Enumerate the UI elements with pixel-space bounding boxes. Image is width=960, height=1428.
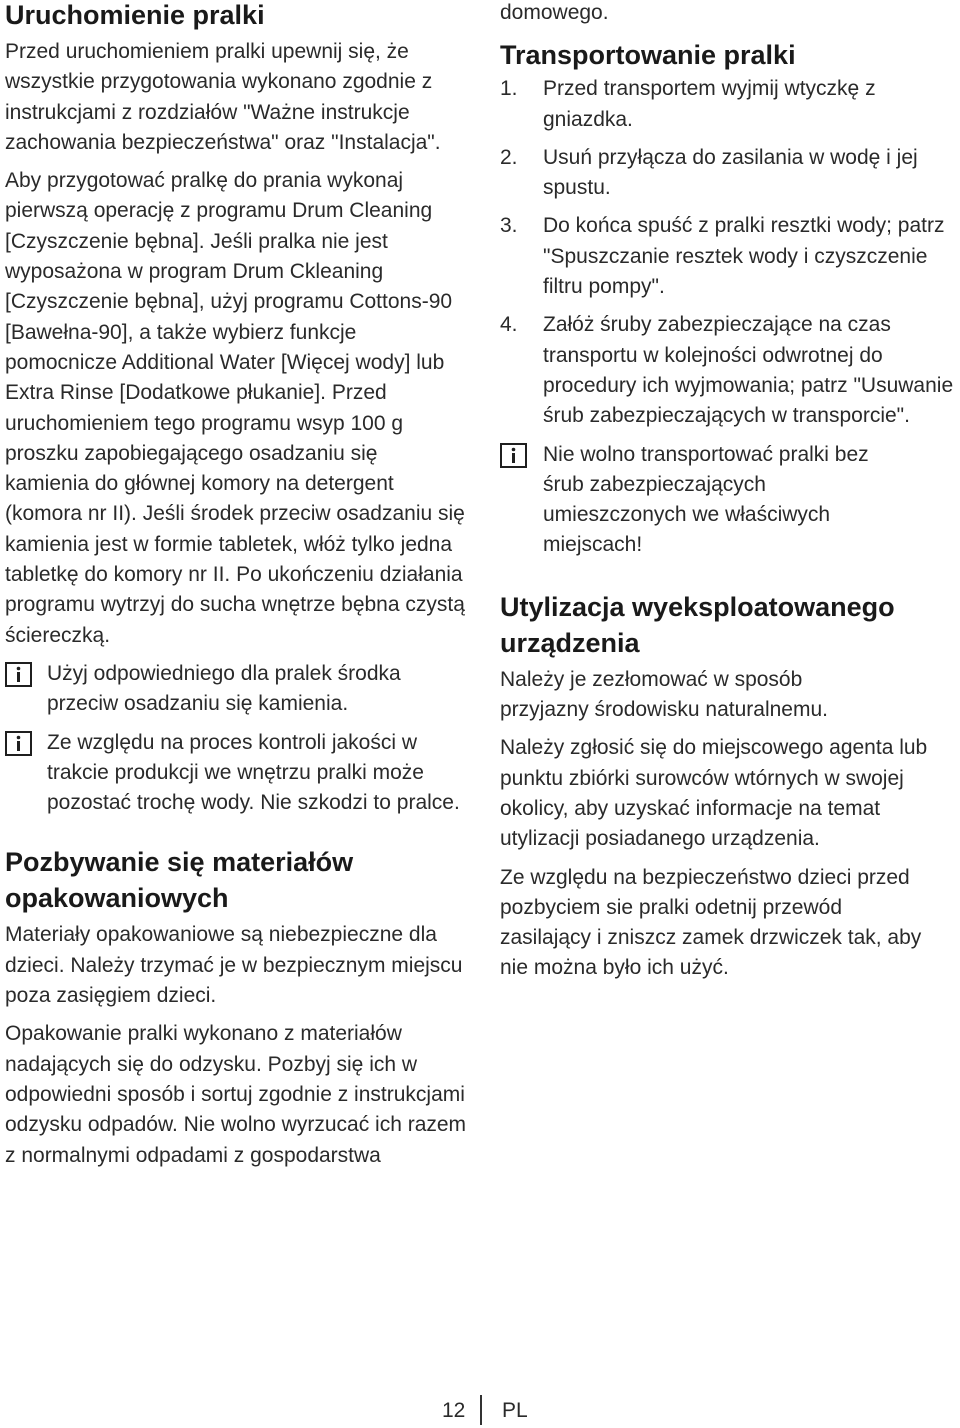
transport-steps-list xyxy=(500,74,956,431)
right-column xyxy=(500,0,956,984)
heading-uruchomienie: Uruchomienie pralki xyxy=(5,0,265,30)
footer-divider xyxy=(480,1395,482,1425)
info-icon xyxy=(5,662,32,687)
list-item: 2. Usuń przyłącza do zasilania w wodę i jej spustu. xyxy=(500,145,918,200)
paragraph-drum-cleaning: Aby przygotować pralkę do prania wykonaj pierwszą operację z programu Drum Cleaning [Czyszczenie bębna]. Jeśli pralka nie jest wyposażona w program Drum Ckleaning [Czyszczenie bębna], użyj programu Cottons-90 [Bawełna-90], a także wybierz funkcje pomocnicze Additional Water [Więcej wody] lub Extra Rinse [Dodatkowe płukanie]. Przed uruchomieniem tego programu wsyp 100 g proszku zapobiegającego osadzaniu się kamienia do głównej komory na detergent (komora nr II). Jeśli środek przeciw osadzaniu się kamienia jest w formie tabletek, włóż tylko jedna tabletkę do komory nr II. Po ukończeniu działania programu wytrzyj do sucha wnętrze bębna czystą ściereczką. xyxy=(5,169,465,647)
language-code: PL xyxy=(502,1399,528,1422)
paragraph-continuation: domowego. xyxy=(500,1,609,24)
info-icon xyxy=(500,443,527,468)
list-item: 3. Do końca spuść z pralki resztki wody; patrz "Spuszczanie resztek wody i czyszczenie filtru pompy". xyxy=(500,214,945,299)
notice-transport xyxy=(500,440,956,561)
info-icon xyxy=(5,731,32,756)
page-footer xyxy=(0,1395,960,1425)
paragraph-zezlomowac: Należy je zezłomować w sposób przyjazny środowisku naturalnemu. xyxy=(500,667,828,722)
list-item: 1. Przed transportem wyjmij wtyczkę z gniazdka. xyxy=(500,77,876,131)
paragraph-agent: Należy zgłosić się do miejscowego agenta lub punktu zbiórki surowców wtórnych w swojej okolicy, aby uzyskać informacje na temat utylizacji posiadanego urządzenia. xyxy=(500,736,928,851)
left-column xyxy=(5,0,467,1171)
notice-woda-w-pralce-text: Ze względu na proces kontroli jakości w trakcie produkcji we wnętrzu pralki może pozostać trochę wody. Nie szkodzi to pralce. xyxy=(47,730,460,815)
page-number: 12 xyxy=(442,1399,466,1422)
notice-woda-w-pralce xyxy=(5,728,467,819)
paragraph-przygotowania: Przed uruchomieniem pralki upewnij się, że wszystkie przygotowania wykonano zgodnie z instrukcjami z rozdziałów "Ważne instrukcje zachowania bezpieczeństwa" oraz "Instalacja". xyxy=(5,40,441,154)
notice-transport-text: Nie wolno transportować pralki bez śrub zabezpieczających umieszczonych we właściwych miejscach! xyxy=(543,442,869,557)
paragraph-bezpieczenstwo-dzieci: Ze względu na bezpieczeństwo dzieci przed pozbyciem sie pralki odetnij przewód zasilający i zniszcz zamek drzwiczek tak, aby nie można było ich użyć. xyxy=(500,865,922,980)
heading-opakowania: Pozbywanie się materiałów opakowaniowych xyxy=(5,847,354,914)
heading-utylizacja: Utylizacja wyeksploatowanego urządzenia xyxy=(500,591,895,658)
notice-odkamieniacz xyxy=(5,659,467,720)
paragraph-materialy: Materiały opakowaniowe są niebezpieczne dla dzieci. Należy trzymać je w bezpiecznym miejscu poza zasięgiem dzieci. xyxy=(5,923,463,1008)
paragraph-odzysk: Opakowanie pralki wykonano z materiałów nadających się do odzysku. Pozbyj się ich w odpowiedni sposób i sortuj zgodnie z instrukcjami odzysku odpadów. Nie wolno wyrzucać ich razem z normalnymi odpadami z gospodarstwa xyxy=(5,1022,467,1167)
heading-transport: Transportowanie pralki xyxy=(500,40,796,71)
list-item: 4. Załóż śruby zabezpieczające na czas transportu w kolejności odwrotnej do procedury ich wyjmowania; patrz "Usuwanie śrub zabezpieczających w transporcie". xyxy=(500,313,954,428)
notice-odkamieniacz-text: Użyj odpowiedniego dla pralek środka przeciw osadzaniu się kamienia. xyxy=(47,661,401,716)
